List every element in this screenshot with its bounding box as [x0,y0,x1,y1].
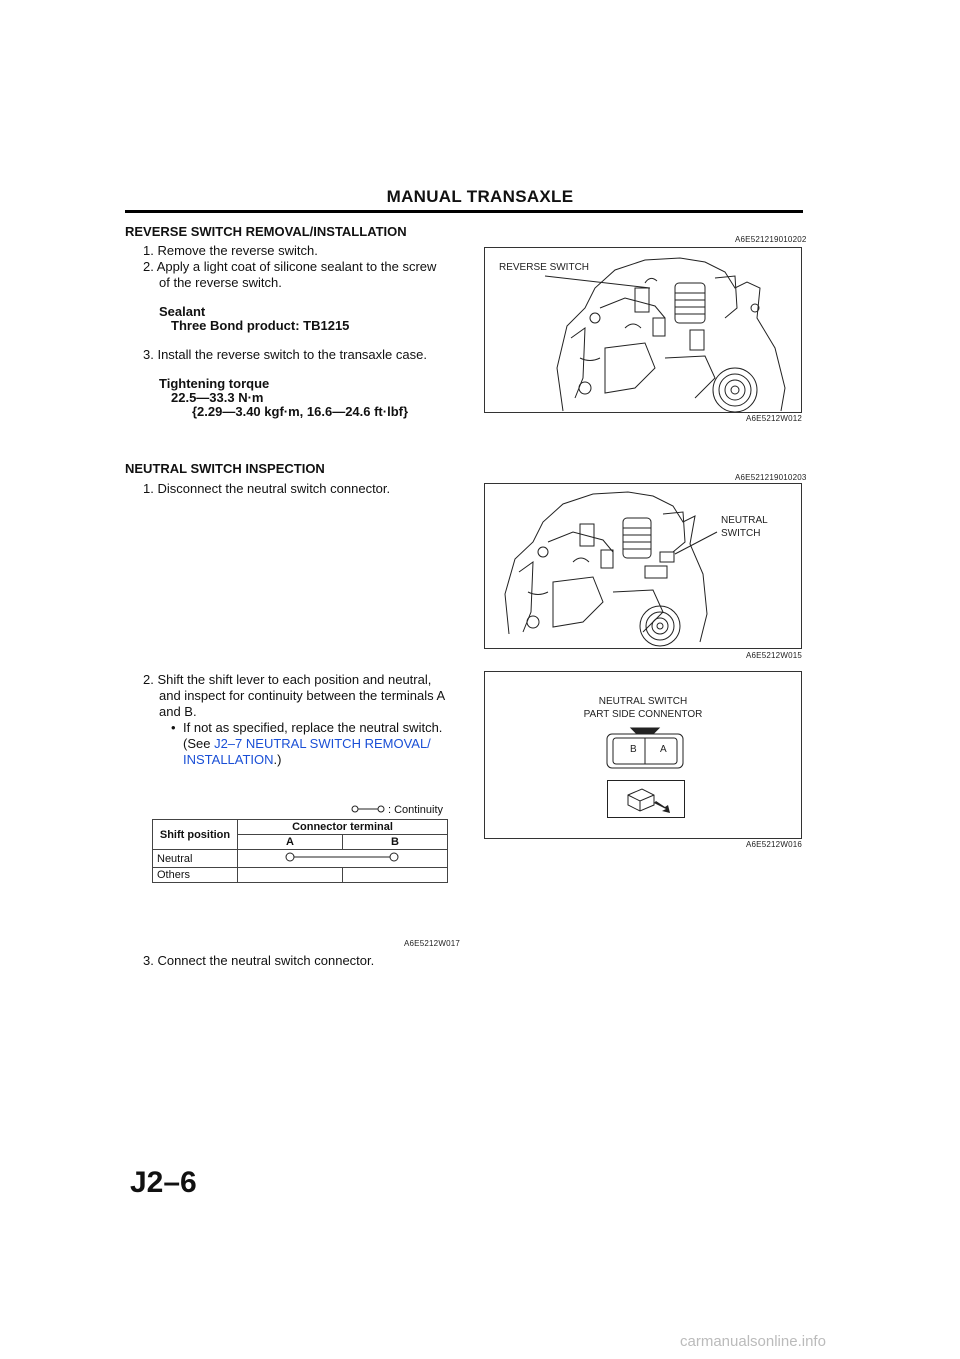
see-open: (See [183,736,215,751]
header-rule [125,210,803,213]
figure-label-reverse-switch: REVERSE SWITCH [499,262,590,273]
terminal-b-label: B [630,744,637,755]
continuity-table [152,819,448,883]
continuity-legend-symbol [351,804,385,814]
neutral-step-2-cont-2: and B. [159,704,197,719]
reverse-step-1: 1. Remove the reverse switch. [143,243,318,258]
section-code-neutral: A6E521219010203 [735,473,807,482]
sealant-label: Sealant [159,304,206,319]
connector-view-icon [608,781,684,817]
transaxle-illustration-neutral [485,484,801,648]
bullet-mark: • [171,720,176,735]
connector-label-2: PART SIDE CONNENTOR [583,709,703,720]
table-row [153,850,448,868]
page-number: J2–6 [130,1166,197,1199]
table-header-terminal-a: A [238,835,343,850]
table-header-shift-position: Shift position [153,820,238,850]
continuity-legend-text: : Continuity [388,804,444,816]
see-link-2[interactable]: INSTALLATION [183,752,274,767]
table-cell-empty [343,868,448,883]
figure-label-neutral-1: NEUTRAL [721,515,768,526]
table-code: A6E5212W017 [404,939,461,948]
terminal-a-label: A [660,744,667,755]
torque-label: Tightening torque [159,376,270,391]
connector-diagram [603,724,687,772]
reverse-step-2: 2. Apply a light coat of silicone sealant to the screw [143,259,437,274]
connector-view-box [607,780,685,818]
neutral-step-1: 1. Disconnect the neutral switch connector. [143,481,391,496]
figure-code-neutral-2: A6E5212W016 [746,840,803,849]
section-title-reverse: REVERSE SWITCH REMOVAL/INSTALLATION [125,224,407,239]
section-code-reverse: A6E521219010202 [735,235,807,244]
figure-neutral-switch [484,483,802,649]
table-cell-continuity [238,850,448,868]
reverse-step-3: 3. Install the reverse switch to the transaxle case. [143,347,427,362]
site-watermark: carmanualsonline.info [680,1333,826,1350]
page-header-title: MANUAL TRANSAXLE [386,187,574,206]
table-header-terminal-b: B [343,835,448,850]
figure-code-neutral-1: A6E5212W015 [746,651,803,660]
neutral-step-2: 2. Shift the shift lever to each position and neutral, [143,672,432,687]
neutral-step-3: 3. Connect the neutral switch connector. [143,953,375,968]
table-cell-empty [238,868,343,883]
table-row [153,868,448,883]
figure-reverse-switch [484,247,802,413]
table-cell-others: Others [153,868,238,883]
neutral-step-2-cont-1: and inspect for continuity between the terminals A [159,688,446,703]
see-link-1[interactable]: J2–7 NEUTRAL SWITCH REMOVAL/ [214,736,431,751]
table-header-connector: Connector terminal [238,820,448,835]
figure-label-neutral-2: SWITCH [721,528,761,539]
torque-other-units: {2.29—3.40 kgf·m, 16.6—24.6 ft·lbf} [192,404,409,419]
figure-code-reverse: A6E5212W012 [746,414,803,423]
sealant-value: Three Bond product: TB1215 [171,318,350,333]
neutral-bullet: If not as specified, replace the neutral switch. [183,720,443,735]
reverse-step-2-cont: of the reverse switch. [159,275,282,290]
continuity-mark [238,850,446,864]
figure-connector [484,671,802,839]
table-cell-neutral: Neutral [153,850,238,868]
see-reference-cont [183,752,282,768]
torque-nm: 22.5—33.3 N·m [171,390,264,405]
connector-label-1: NEUTRAL SWITCH [598,696,688,707]
see-close: .) [273,752,282,767]
see-reference [183,736,431,752]
section-title-neutral: NEUTRAL SWITCH INSPECTION [125,461,325,476]
